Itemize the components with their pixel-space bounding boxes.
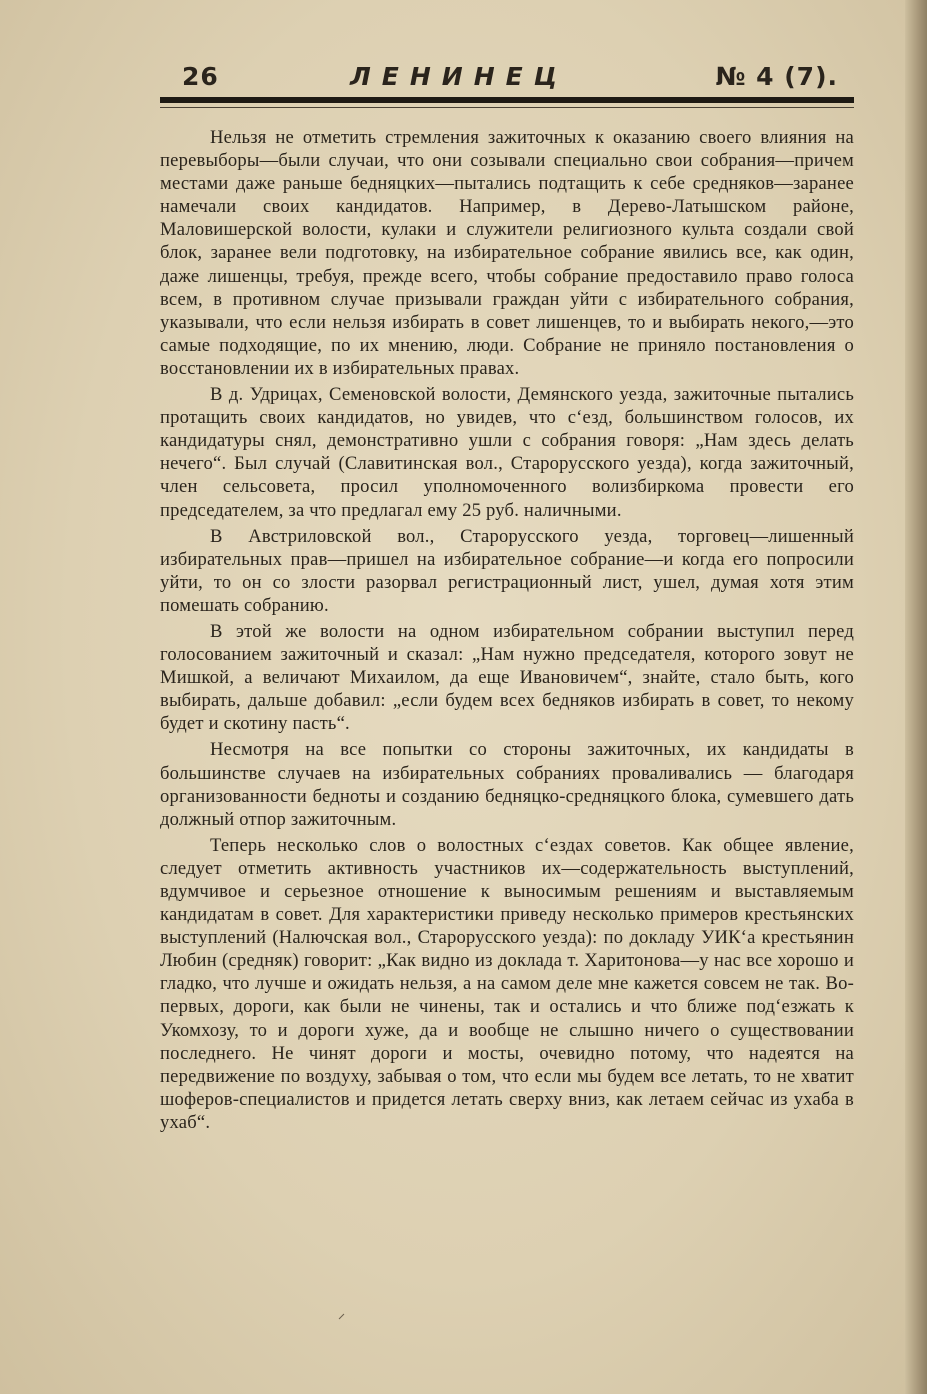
issue-number: № 4 (7). (715, 62, 838, 91)
journal-title: ЛЕНИНЕЦ (350, 62, 568, 91)
paragraph: В Австриловской вол., Старорусского уезда, торговец—лишенный избирательных прав—пришел на избирательное собрание—и когда его попросили уйти, то он со злости разорвал регистрационный лист, ушел, думая хотя этим помешать собранию. (160, 525, 854, 616)
paragraph: Теперь несколько слов о волостных с‘ездах советов. Как общее явление, следует отметить активность участников их—содержательность выступлений, вдумчивое и серьезное отношение к выносимым решениям и выставляемым кандидатам в совет. Для характеристики приведу несколько примеров крестьянских выступлений (Налючская вол., Старорусского уезда): по докладу УИК‘а крестьянин Любин (средняк) говорит: „Как видно из доклада т. Харитонова—у нас все хорошо и гладко, что лучше и ожидать нельзя, а на самом деле мне кажется совсем не так. Во-первых, дороги, как были не чинены, так и остались и что ближе под‘езжать к Укомхозу, то и дороги хуже, да и вообще не слышно ничего о существовании последнего. Не чинят дороги и мосты, очевидно потому, что надеятся на передвижение по воздуху, забывая о том, что если мы будем все летать, то не хватит шоферов-специалистов и придется летать сверху вниз, как летаем сейчас из ухаба в ухаб“. (160, 834, 854, 1133)
paragraph: В этой же волости на одном избирательном собрании выступил перед голосованием зажиточный и сказал: „Нам нужно председателя, которого зовут не Мишкой, а величают Михаилом, да еще Ивановичем“, знайте, стало быть, кого выбирать, дальше добавил: „если будем всех бедняков избирать в совет, то некому будет и скотину пасть“. (160, 620, 854, 735)
header-rule-thick (160, 97, 854, 103)
article-body (160, 126, 854, 1137)
header-rule-thin (160, 107, 854, 108)
page-header (160, 56, 852, 96)
paragraph: В д. Удрицах, Семеновской волости, Демянского уезда, зажиточные пытались протащить своих кандидатов, но увидев, что с‘езд, большинством голосов, их кандидатуры снял, демонстративно ушли с собрания говоря: „Нам здесь делать нечего“. Был случай (Славитинская вол., Старорусского уезда), когда зажиточный, член сельсовета, просил уполномоченного волизбиркома провести его председателем, за что предлагал ему 25 руб. наличными. (160, 384, 854, 521)
ink-mark (339, 1314, 345, 1320)
page-edge-shadow (905, 0, 927, 1394)
paragraph: Несмотря на все попытки со стороны зажиточных, их кандидаты в большинстве случаев на избирательных собраниях проваливались — благодаря организованности бедноты и созданию бедняцко-средняцкого блока, сумевшего дать должный отпор зажиточным. (160, 739, 854, 830)
paragraph: Нельзя не отметить стремления зажиточных к оказанию своего влияния на перевыборы—были случаи, что они созывали специально свои собрания—причем местами даже раньше бедняцких—пытались подтащить к себе средняков—заранее намечали своих кандидатов. Например, в Дерево-Латышском районе, Маловишерской волости, кулаки и служители религиозного культа создали свой блок, заранее вели подготовку, на избирательное собрание явились все, как один, даже лишенцы, требуя, прежде всего, чтобы собрание предоставило право голоса всем, в противном случае призывали граждан уйти с избирательного собрания, указывали, что если нельзя избирать в совет лишенцев, то и выбирать некого,—это самые подходящие, по их мнению, люди. Собрание не приняло постановления о восстановлении их в избирательных правах. (160, 127, 854, 379)
page-number: 26 (182, 62, 219, 91)
